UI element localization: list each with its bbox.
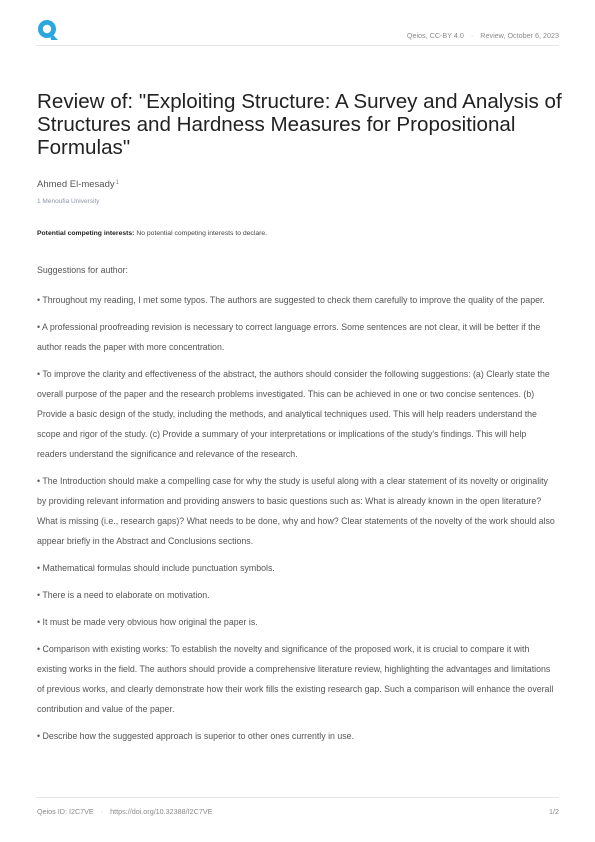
paragraph: • It must be made very obvious how original the paper is. <box>37 617 258 627</box>
author <box>37 179 119 190</box>
header-separator: · <box>470 31 474 40</box>
affiliation: 1 Menoufia University <box>37 198 100 205</box>
paragraph: • The Introduction should make a compelling case for why the study is useful along with a clear statement of its novelty or originality by providing relevant information and providing answers to basic questions such as: What is already known in the open literature? What is missing (i.e., research gaps)? What needs to be done, why and how? Clear statements of the novelty of the work should also appear briefly in the Abstract and Conclusions sections. <box>37 476 555 546</box>
paragraph: • There is a need to elaborate on motivation. <box>37 590 210 600</box>
qeios-logo-icon <box>37 19 59 41</box>
competing-interests-label: Potential competing interests: <box>37 230 135 237</box>
header-divider <box>36 45 559 46</box>
paragraph: • A professional proofreading revision is necessary to correct language errors. Some sentences are not clear, it will be better if the author reads the paper with more concentration. <box>37 322 541 352</box>
review-date: Review, October 6, 2023 <box>480 31 559 40</box>
competing-interests <box>37 230 267 237</box>
review-body <box>37 260 558 753</box>
author-name: Ahmed El-mesady <box>37 179 115 190</box>
paragraph: • Comparison with existing works: To establish the novelty and significance of the proposed work, it is crucial to compare it with existing works in the field. The authors should provide a comprehensive literature review, highlighting the advantages and limitations of previous works, and clearly demonstrate how their work fills the existing research gap. Such a comparison will enhance the overall contribution and value of the paper. <box>37 644 554 714</box>
page-number: 1/2 <box>549 807 559 816</box>
header-meta <box>407 31 559 40</box>
footer-divider <box>36 797 559 798</box>
paragraph: • Describe how the suggested approach is superior to other ones currently in use. <box>37 731 355 741</box>
page-title: Review of: "Exploiting Structure: A Survey and Analysis of Structures and Hardness Measures for Propositional Formulas" <box>37 90 562 159</box>
footer-meta <box>37 807 212 816</box>
competing-interests-text: No potential competing interests to declare. <box>136 230 268 237</box>
paragraph: • To improve the clarity and effectiveness of the abstract, the authors should consider the following suggestions: (a) Clearly state the overall purpose of the paper and the research problems investigated. This can be achieved in one or two concise sentences. (b) Provide a basic design of the study, including the methods, and analytical techniques used. This will help readers understand the scope and rigor of the study. (c) Provide a summary of your interpretations or implications of the study's findings. This will help readers understand the significance and relevance of the research. <box>37 369 550 459</box>
publisher-license: Qeios, CC-BY 4.0 <box>406 31 464 40</box>
paragraph: • Mathematical formulas should include punctuation symbols. <box>37 563 275 573</box>
paragraph: • Throughout my reading, I met some typos. The authors are suggested to check them carefully to improve the quality of the paper. <box>37 295 545 305</box>
author-affiliation-mark: 1 <box>115 180 119 186</box>
suggestions-heading: Suggestions for author: <box>37 265 128 275</box>
footer-separator: · <box>100 807 104 816</box>
qeios-id: Qeios ID: I2C7VE <box>37 807 94 816</box>
doi-link[interactable]: https://doi.org/10.32388/I2C7VE <box>110 807 213 816</box>
